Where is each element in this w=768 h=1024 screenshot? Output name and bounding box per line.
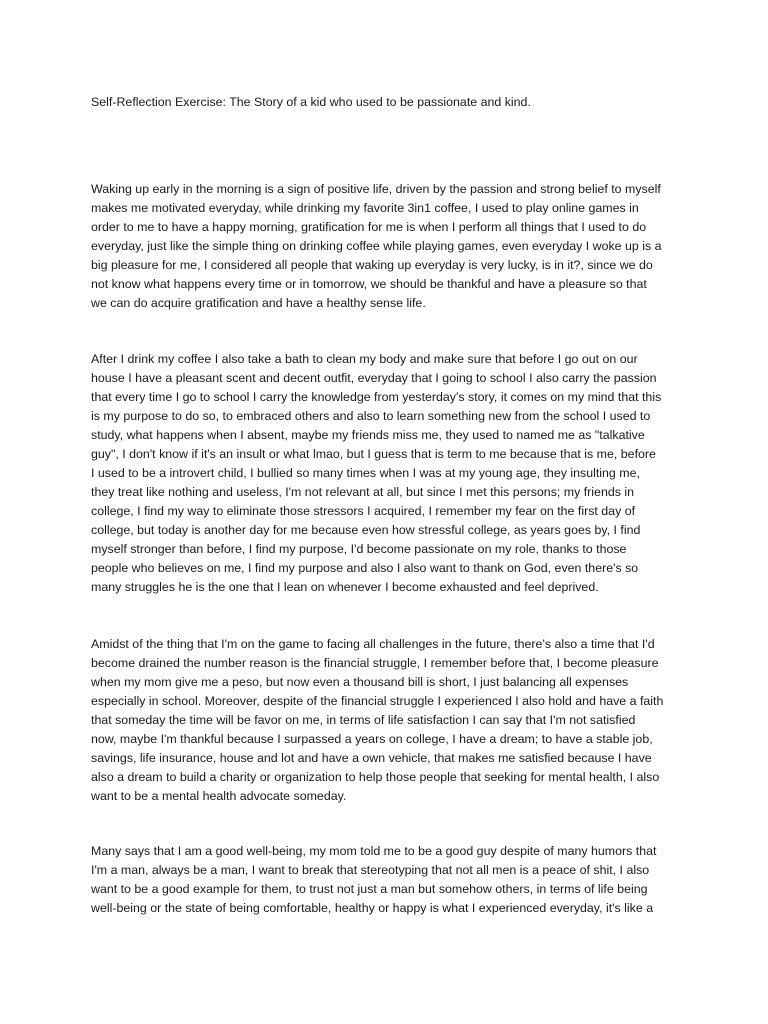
document-title: Self-Reflection Exercise: The Story of a kid who used to be passionate and kind.: [91, 95, 531, 109]
paragraph-line: we can do acquire gratification and have a healthy sense life.: [91, 296, 426, 310]
paragraph-line: become drained the number reason is the financial struggle, I remember before that, I become pleasure: [91, 656, 659, 670]
paragraph-line: now, maybe I'm thankful because I surpassed a years on college, I have a dream; to have a stable job,: [91, 732, 653, 746]
paragraph-line: Waking up early in the morning is a sign of positive life, driven by the passion and strong belief to myself: [91, 182, 661, 196]
paragraph-line: [91, 597, 681, 616]
paragraph-line: I used to be a introvert child, I bullied so many times when I was at my young age, they insulting me,: [91, 466, 640, 480]
paragraph-4: [91, 842, 681, 918]
paragraph-line: many struggles he is the one that I lean on whenever I become exhausted and feel deprived.: [91, 580, 599, 594]
paragraph-line: also a dream to build a charity or organization to help those people that seeking for mental health, I also: [91, 770, 660, 784]
paragraph-1: [91, 180, 681, 313]
paragraph-line: they treat like nothing and useless, I'm not relevant at all, but since I met this persons; my friends in: [91, 485, 635, 499]
paragraph-line: myself stronger than before, I find my purpose, I'd become passionate on my role, thanks to those: [91, 542, 627, 556]
paragraph-line: when my mom give me a peso, but now even a thousand bill is short, I just balancing all expenses: [91, 675, 629, 689]
paragraph-line: house I have a pleasant scent and decent outfit, everyday that I going to school I also carry the passion: [91, 371, 657, 385]
paragraph-line: makes me motivated everyday, while drinking my favorite 3in1 coffee, I used to play online games in: [91, 201, 639, 215]
paragraph-line: savings, life insurance, house and lot and have a own vehicle, that makes me satisfied because I have: [91, 751, 652, 765]
paragraph-line: Amidst of the thing that I'm on the game to facing all challenges in the future, there's also a time that I'd: [91, 637, 655, 651]
paragraph-line: that every time I go to school I carry the knowledge from yesterday's story, it comes on my mind that this: [91, 390, 662, 404]
paragraph-line: college, but today is another day for me because even how stressful college, as years goes by, I find: [91, 523, 641, 537]
paragraph-line: everyday, just like the simple thing on drinking coffee while playing games, even everyday I woke up is a: [91, 239, 662, 253]
paragraph-line: college, I find my way to eliminate those stressors I acquired, I remember my fear on the first day of: [91, 504, 636, 518]
paragraph-line: big pleasure for me, I considered all people that waking up everyday is very lucky, is in it?, since we do: [91, 258, 653, 272]
paragraph-line: well-being or the state of being comfortable, healthy or happy is what I experienced everyday, it's like a: [91, 901, 654, 915]
paragraph-line: want to be a mental health advocate someday.: [91, 789, 347, 803]
paragraph-line: study, what happens when I absent, maybe my friends miss me, they used to named me as "talkative: [91, 428, 645, 442]
paragraph-line: Many says that I am a good well-being, my mom told me to be a good guy despite of many humors that: [91, 844, 657, 858]
paragraph-line: I'm a man, always be a man, I want to break that stereotyping that not all men is a peace of shit, I also: [91, 863, 650, 877]
paragraph-line: order to me to have a happy morning, gratification for me is when I perform all things that I used to do: [91, 220, 647, 234]
paragraph-line: guy", I don't know if it's an insult or what lmao, but I guess that is term to me because that is me, before: [91, 447, 656, 461]
paragraph-line: is my purpose to do so, to embraced others and also to learn something new from the school I used to: [91, 409, 651, 423]
paragraph-line: especially in school. Moreover, despite of the financial struggle I experienced I also hold and have a faith: [91, 694, 664, 708]
paragraph-line: that someday the time will be favor on me, in terms of life satisfaction I can say that I'm not satisfied: [91, 713, 636, 727]
paragraph-line: want to be a good example for them, to trust not just a man but somehow others, in terms of life being: [91, 882, 648, 896]
paragraph-line: people who believes on me, I find my purpose and also I also want to thank on God, even there's so: [91, 561, 639, 575]
paragraph-2: [91, 350, 681, 616]
paragraph-3: [91, 635, 681, 806]
paragraph-line: not know what happens every time or in tomorrow, we should be thankful and have a pleasure so that: [91, 277, 647, 291]
paragraph-line: After I drink my coffee I also take a bath to clean my body and make sure that before I go out on our: [91, 352, 638, 366]
